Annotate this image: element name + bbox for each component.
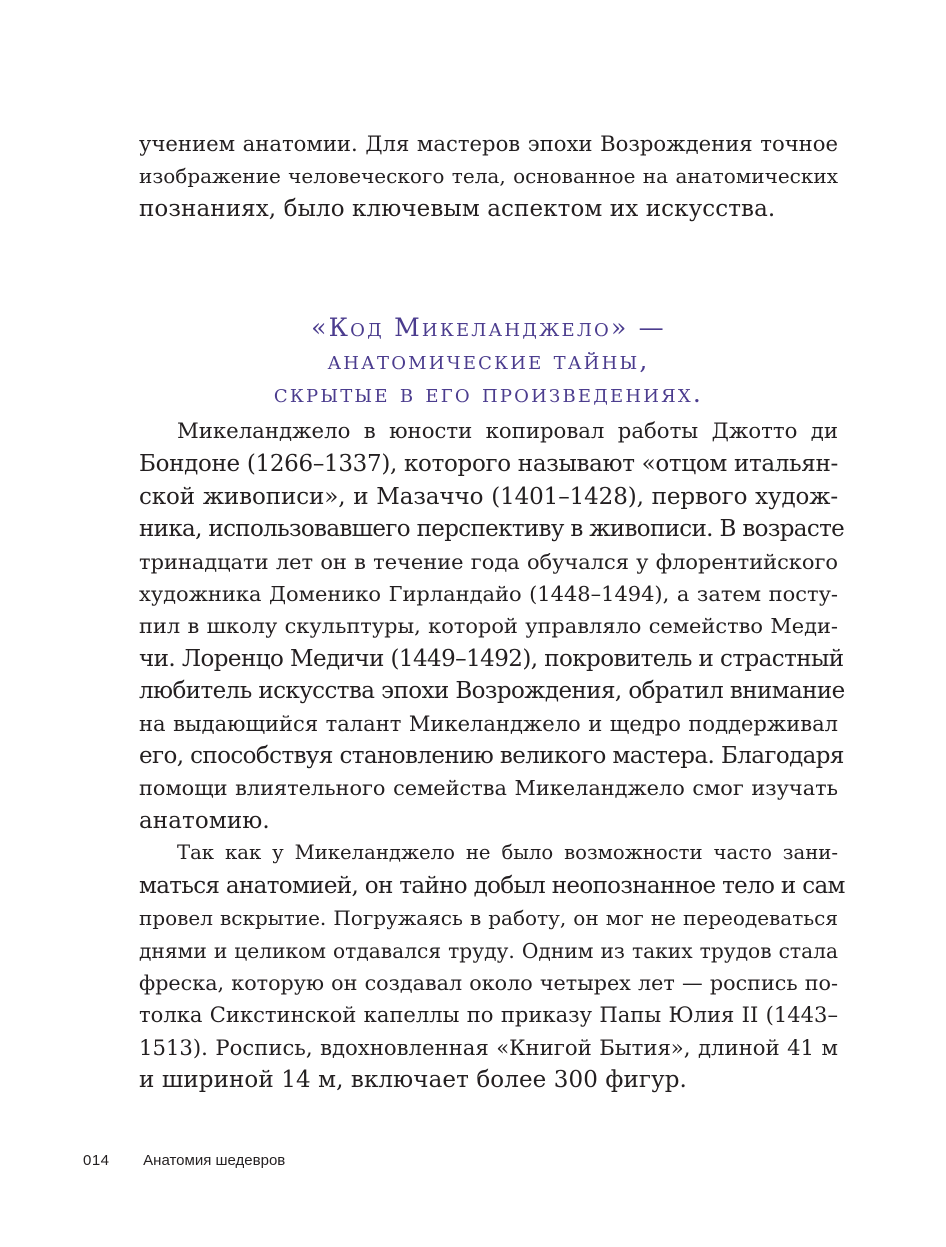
text-line: пил в школу скульптуры, которой управляло семейство Меди- — [139, 614, 838, 639]
text-line: маться анатомией, он тайно добыл неопознанное тело и сам — [139, 872, 845, 899]
text-line: тринадцати лет он в течение года обучался у флорентийского — [139, 549, 838, 574]
body-text — [139, 416, 845, 1097]
text-line: его, способствуя становлению великого мастера. Благодаря — [139, 743, 844, 770]
section-heading — [139, 311, 838, 410]
text-line: фреска, которую он создавал около четырех лет — роспись по- — [139, 970, 838, 995]
paragraph-2 — [139, 837, 845, 1096]
intro-paragraph — [139, 128, 838, 225]
text-line: и шириной 14 м, включает более 300 фигур. — [139, 1067, 687, 1094]
text-line: Бондоне (1266–1337), которого называют «отцом итальян- — [139, 451, 838, 478]
text-line: толка Сикстинской капеллы по приказу Папы Юлия II (1443– — [139, 1002, 838, 1028]
text-line: изображение человеческого тела, основанное на анатомических — [139, 164, 838, 189]
text-line: Микеланджело в юности копировал работы Джотто ди — [177, 419, 838, 444]
text-line: помощи влиятельного семейства Микеланджело смог изучать — [139, 776, 838, 801]
text-line: учением анатомии. Для мастеров эпохи Возрождения точное — [139, 131, 838, 156]
heading-line: скрытые в его произведениях. — [273, 378, 704, 408]
text-line: ской живописи», и Мазаччо (1401–1428), первого худож- — [139, 483, 838, 510]
text-line: художника Доменико Гирландайо (1448–1494), а затем посту- — [139, 582, 838, 607]
text-line: Так как у Микеланджело не было возможности часто зани- — [177, 841, 838, 865]
text-line: познаниях, было ключевым аспектом их искусства. — [139, 195, 776, 222]
heading-line: анатомические тайны, — [327, 345, 650, 375]
text-line: на выдающийся талант Микеланджело и щедро поддерживал — [139, 710, 838, 736]
text-line: любитель искусства эпохи Возрождения, обратил внимание — [139, 678, 845, 705]
text-line: ника, использовавшего перспективу в живописи. В возрасте — [139, 516, 845, 543]
text-line: 1513). Роспись, вдохновленная «Книгой Бытия», длиной 41 м — [139, 1034, 838, 1060]
page-footer — [83, 1152, 285, 1169]
text-line: анатомию. — [139, 807, 270, 834]
paragraph-1 — [139, 416, 845, 837]
text-line: провел вскрытие. Погружаясь в работу, он мог не переодеваться — [139, 906, 838, 931]
text-line: днями и целиком отдавался труду. Одним из таких трудов стала — [139, 938, 838, 963]
text-line: чи. Лоренцо Медичи (1449–1492), покровитель и страстный — [139, 645, 844, 672]
page-number: 014 — [83, 1152, 110, 1169]
heading-line: «Код Микеланджело» — — [311, 312, 666, 342]
running-title: Анатомия шедевров — [143, 1152, 286, 1169]
